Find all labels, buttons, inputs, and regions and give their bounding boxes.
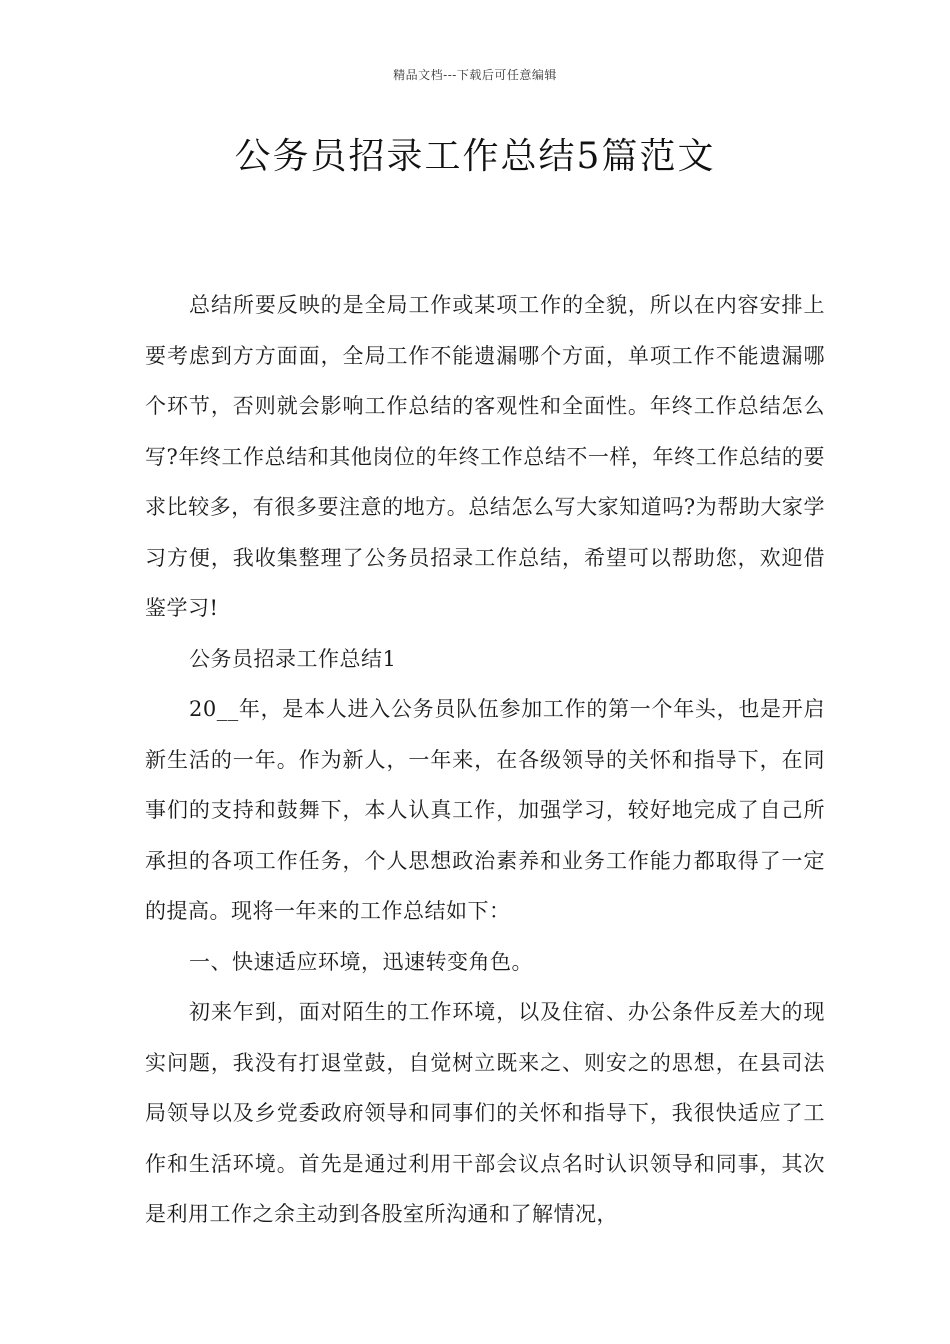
section-heading-1: 公务员招录工作总结1	[189, 646, 397, 671]
document-body	[145, 280, 825, 1240]
intro-paragraph: 总结所要反映的是全局工作或某项工作的全貌，所以在内容安排上要考虑到方方面面，全局工作不能遗漏哪个方面，单项工作不能遗漏哪个环节，否则就会影响工作总结的客观性和全面性。年终工作总结怎么写?年终工作总结和其他岗位的年终工作总结不一样，年终工作总结的要求比较多，有很多要注意的地方。总结怎么写大家知道吗?为帮助大家学习方便，我收集整理了公务员招录工作总结，希望可以帮助您，欢迎借鉴学习!	[145, 293, 825, 620]
header-note: 精品文档---下载后可任意编辑	[393, 68, 557, 82]
summary-paragraph: 20__年，是本人进入公务员队伍参加工作的第一个年头，也是开启新生活的一年。作为新人，一年来，在各级领导的关怀和指导下，在同事们的支持和鼓舞下，本人认真工作，加强学习，较好地完成了自己所承担的各项工作任务，个人思想政治素养和业务工作能力都取得了一定的提高。现将一年来的工作总结如下：	[145, 697, 825, 923]
document-title: 公务员招录工作总结5篇范文	[234, 136, 716, 177]
subsection-heading-1: 一、快速适应环境，迅速转变角色。	[189, 949, 533, 974]
adaptation-paragraph: 初来乍到，面对陌生的工作环境，以及住宿、办公条件反差大的现实问题，我没有打退堂鼓，自觉树立既来之、则安之的思想，在县司法局领导以及乡党委政府领导和同事们的关怀和指导下，我很快适应了工作和生活环境。首先是通过利用干部会议点名时认识领导和同事，其次是利用工作之余主动到各股室所沟通和了解情况，	[145, 1000, 825, 1226]
